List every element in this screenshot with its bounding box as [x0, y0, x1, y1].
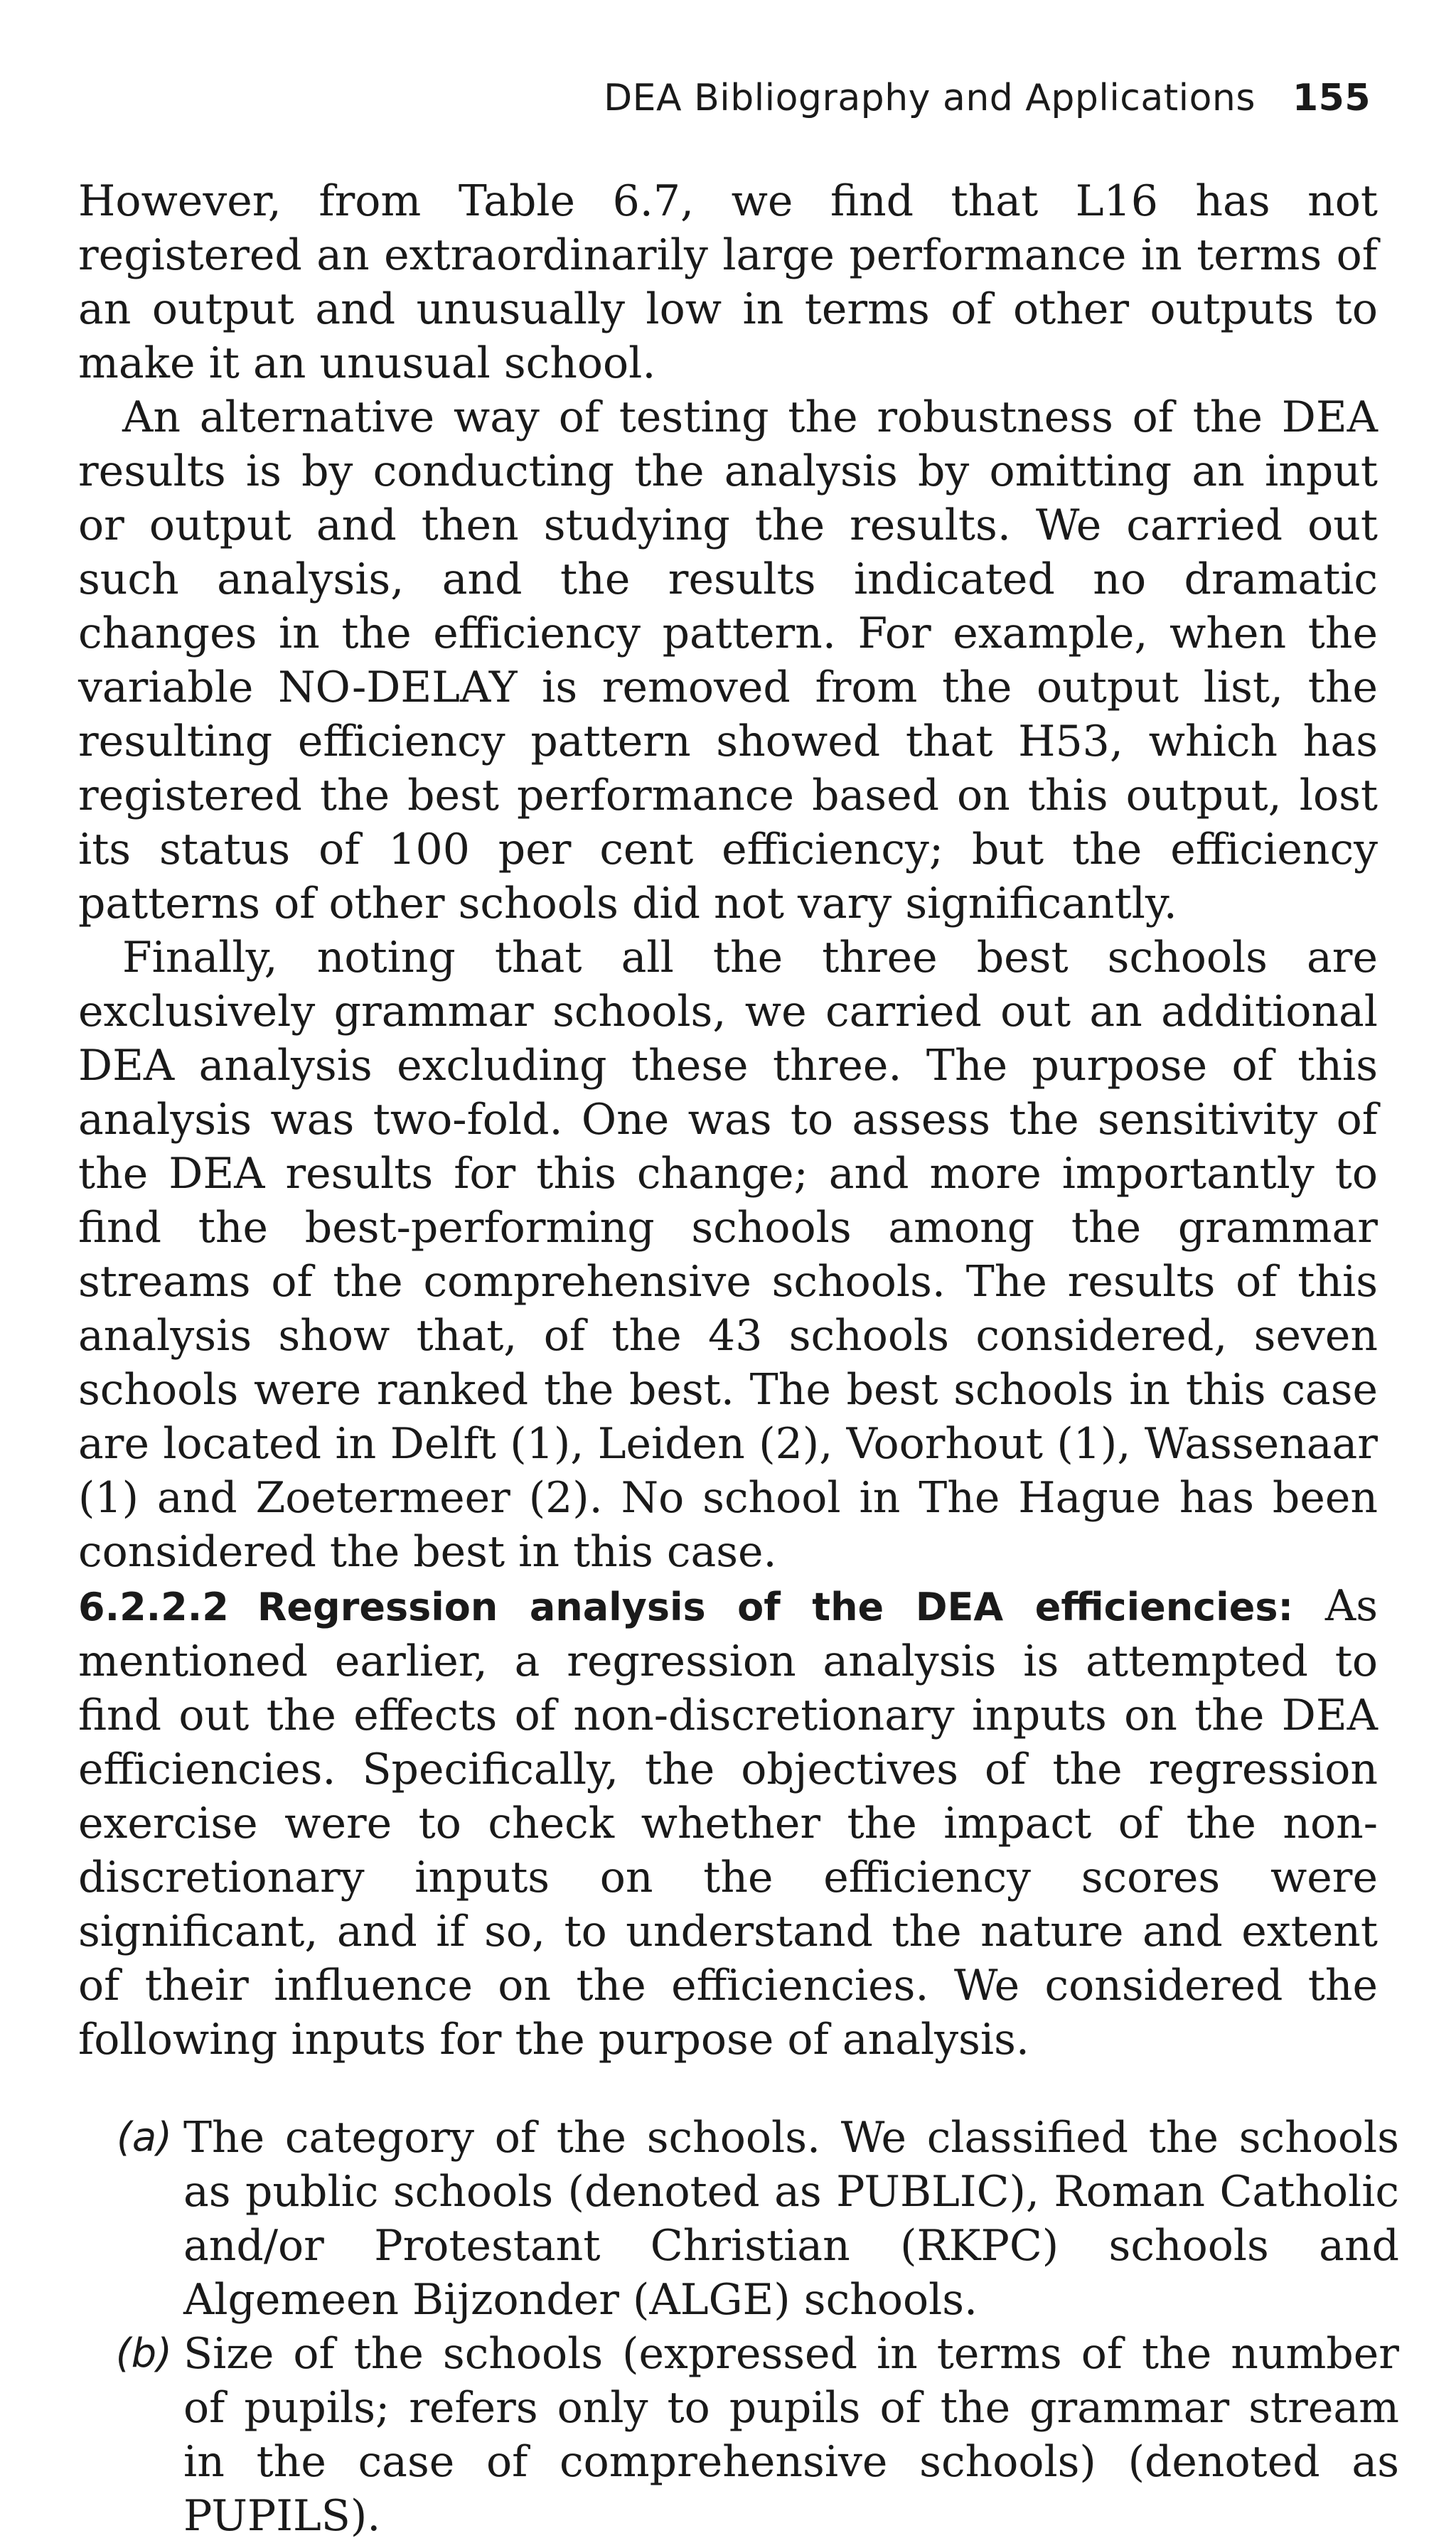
section-6-2-2-2	[78, 1579, 1378, 2067]
inputs-list	[78, 2111, 1399, 2543]
list-marker: (a)	[116, 2114, 172, 2161]
list-item-text: Size of the schools (expressed in terms of the number of pupils; refers only to pupils of the grammar stream in the case of comprehensive schools) (denoted as PUPILS).	[183, 2329, 1399, 2541]
running-header	[604, 77, 1371, 119]
paragraph-robustness-intro: However, from Table 6.7, we find that L16 has not registered an extraordinarily large performance in terms of an output and unusually low in terms of other outputs to make it an unusual school.	[78, 176, 1378, 388]
list-marker: (b)	[115, 2330, 172, 2377]
body-text	[78, 174, 1399, 2543]
paragraph-excluding-grammar-schools: Finally, noting that all the three best schools are exclusively grammar schools, we carried out an additional DEA analysis excluding these three. The purpose of this analysis was two-fold. One was to assess the sensitivity of the DEA results for this change; and more importantly to find the best-performing schools among the grammar streams of the comprehensive schools. The results of this analysis show that, of the 43 schools considered, seven schools were ranked the best. The best schools in this case are located in Delft (1), Leiden (2), Voorhout (1), Wassenaar (1) and Zoetermeer (2). No school in The Hague has been considered the best in this case.	[78, 933, 1378, 1577]
section-title: Regression analysis of the DEA efficiencies:	[257, 1585, 1294, 1629]
list-item	[115, 2327, 1399, 2543]
section-text: As mentioned earlier, a regression analysis is attempted to find out the effects of non-discretionary inputs on the DEA efficiencies. Specifically, the objectives of the regression exercise were to check whether the impact of the non-discretionary inputs on the efficiency scores were significant, and if so, to understand the nature and extent of their influence on the efficiencies. We considered the following inputs for the purpose of analysis.	[78, 1581, 1378, 2065]
page-number: 155	[1292, 77, 1371, 119]
list-item-text: The category of the schools. We classified the schools as public schools (denoted as PUBLIC), Roman Catholic and/or Protestant Christian (RKPC) schools and Algemeen Bijzonder (ALGE) schools.	[183, 2113, 1399, 2325]
running-title: DEA Bibliography and Applications	[604, 77, 1256, 119]
list-item	[116, 2111, 1399, 2327]
paragraph-omitting-variables: An alternative way of testing the robustness of the DEA results is by conducting the analysis by omitting an input or output and then studying the results. We carried out such analysis, and the results indicated no dramatic changes in the efficiency pattern. For example, when the variable NO-DELAY is removed from the output list, the resulting efficiency pattern showed that H53, which has registered the best performance based on this output, lost its status of 100 per cent efficiency; but the efficiency patterns of other schools did not vary significantly.	[78, 392, 1378, 928]
section-number: 6.2.2.2	[78, 1585, 229, 1629]
